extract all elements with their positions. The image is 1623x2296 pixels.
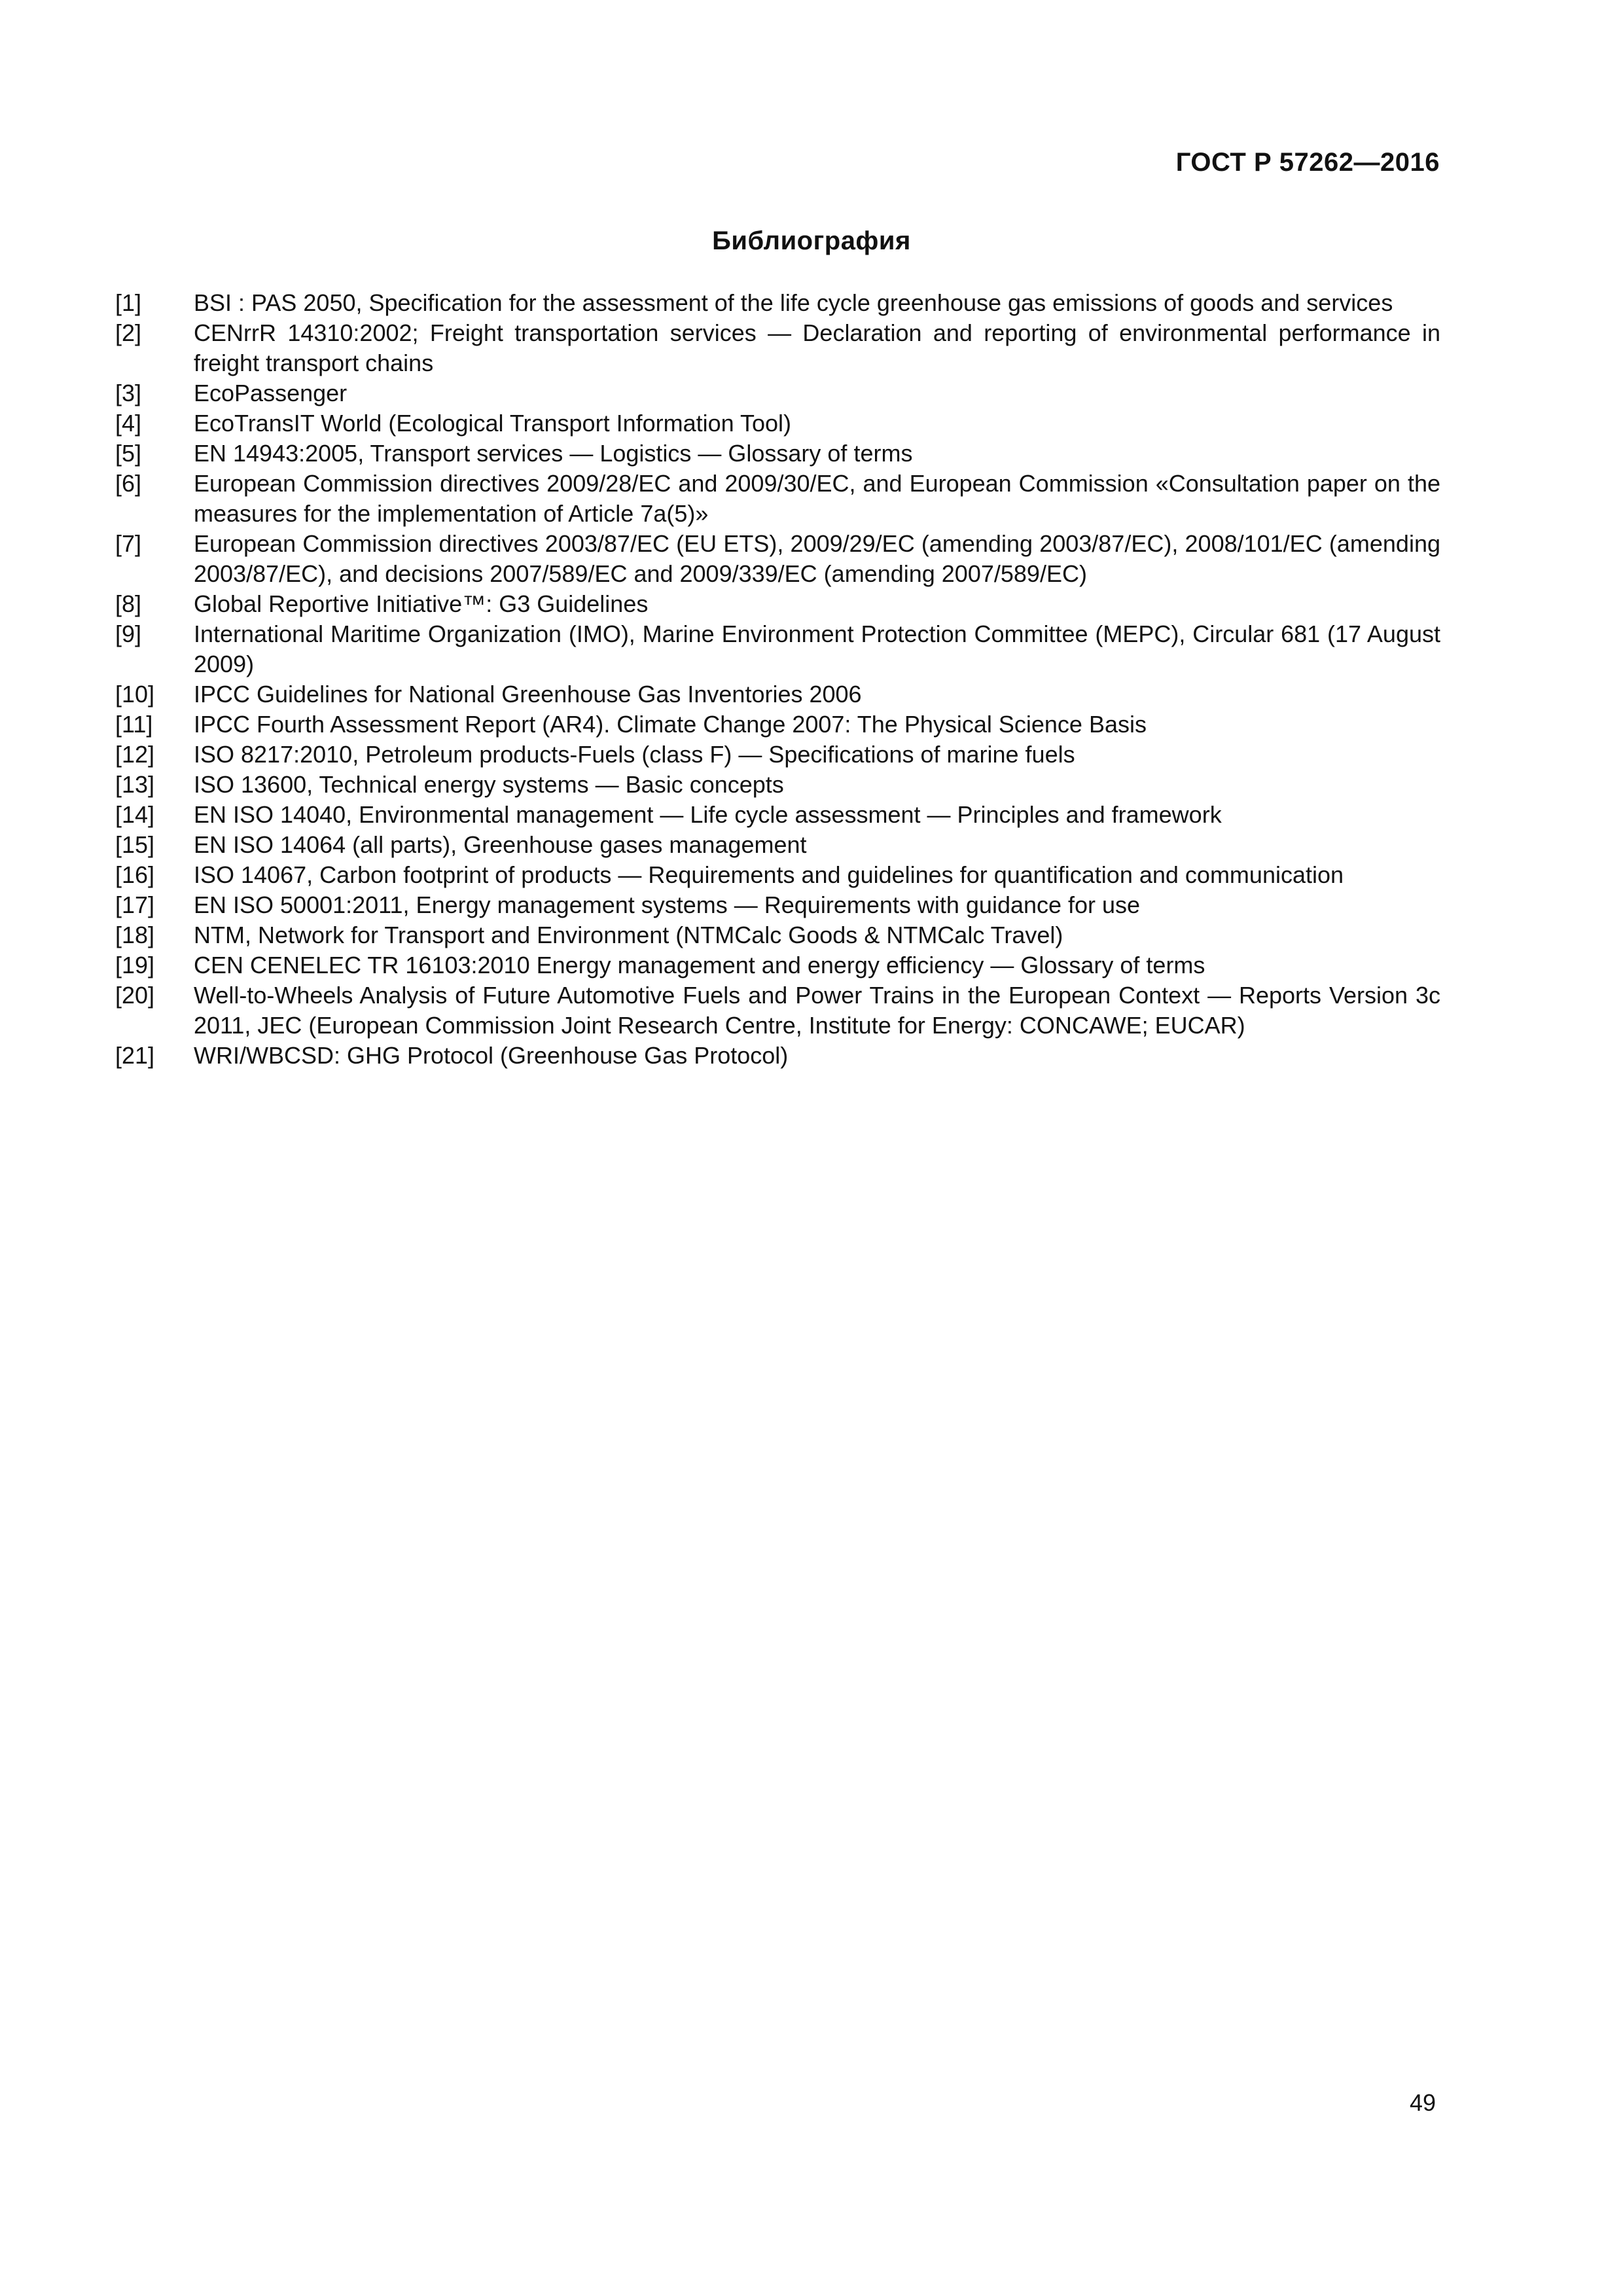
bibliography-entry-number: [7] — [115, 530, 142, 557]
bibliography-entry-number: [9] — [115, 620, 142, 647]
bibliography-entry-number: [5] — [115, 440, 142, 467]
bibliography-entry — [115, 740, 1440, 770]
bibliography-entry-text: NTM, Network for Transport and Environment (NTMCalc Goods & NTMCalc Travel) — [194, 922, 1063, 948]
bibliography-entry-text: ISO 8217:2010, Petroleum products-Fuels (class F) — Specifications of marine fuels — [194, 741, 1075, 768]
bibliography-entry-text: EN ISO 14040, Environmental management — Life cycle assessment — Principles and framework — [194, 801, 1222, 828]
bibliography-entry — [115, 709, 1440, 740]
bibliography-entry-text: WRI/WBCSD: GHG Protocol (Greenhouse Gas Protocol) — [194, 1042, 789, 1069]
bibliography-entry-text: EN ISO 14064 (all parts), Greenhouse gases management — [194, 831, 807, 858]
section-title: Библиография — [712, 226, 911, 255]
bibliography-entry — [115, 469, 1440, 529]
bibliography-entry — [115, 318, 1440, 378]
bibliography-entry-text: ISO 13600, Technical energy systems — Basic concepts — [194, 771, 784, 798]
bibliography-entry — [115, 679, 1440, 709]
bibliography-entry — [115, 589, 1440, 619]
document-code: ГОСТ Р 57262—2016 — [1175, 148, 1440, 177]
bibliography-entry — [115, 800, 1440, 830]
bibliography-entry — [115, 529, 1440, 589]
bibliography-entry-number: [21] — [115, 1042, 155, 1069]
bibliography-entry-number: [15] — [115, 831, 155, 858]
bibliography-entry — [115, 980, 1440, 1041]
bibliography-entry-number: [19] — [115, 952, 155, 978]
bibliography-entry-text: ISO 14067, Carbon footprint of products — Requirements and guidelines for quantification and communication — [194, 861, 1344, 888]
bibliography-entry-number: [8] — [115, 590, 142, 617]
bibliography-entry-number: [13] — [115, 771, 155, 798]
bibliography-entry — [115, 920, 1440, 950]
bibliography-entry — [115, 1041, 1440, 1071]
bibliography-entry-number: [11] — [115, 711, 153, 738]
bibliography-entry-number: [12] — [115, 741, 155, 768]
bibliography-entry — [115, 860, 1440, 890]
bibliography-entry-number: [3] — [115, 380, 142, 406]
bibliography-entry-text: EN 14943:2005, Transport services — Logistics — Glossary of terms — [194, 440, 913, 467]
bibliography-entry-text: Global Reportive Initiative™: G3 Guidelines — [194, 590, 649, 617]
bibliography-entry — [115, 770, 1440, 800]
bibliography-entry — [115, 439, 1440, 469]
bibliography-entry-number: [2] — [115, 319, 142, 346]
bibliography-entry-text: BSI : PAS 2050, Specification for the assessment of the life cycle greenhouse gas emissions of goods and services — [194, 289, 1393, 316]
bibliography-entry-text: EcoTransIT World (Ecological Transport Information Tool) — [194, 410, 792, 437]
bibliography-entry — [115, 408, 1440, 439]
bibliography-entry-text: IPCC Fourth Assessment Report (AR4). Climate Change 2007: The Physical Science Basis — [194, 711, 1147, 738]
bibliography-entry-text: Well-to-Wheels Analysis of Future Automotive Fuels and Power Trains in the European Context — Reports Version 3c 2011, JEC (European Commission Joint Research Centre, Institute for Energy: CONCAWE; EUCAR) — [194, 982, 1440, 1039]
bibliography-entry-text: International Maritime Organization (IMO), Marine Environment Protection Committee (MEPC), Circular 681 (17 August 2009) — [194, 620, 1440, 677]
bibliography-entry-number: [17] — [115, 891, 155, 918]
bibliography-entry-number: [4] — [115, 410, 142, 437]
bibliography-entry-number: [18] — [115, 922, 155, 948]
bibliography-entry — [115, 378, 1440, 408]
bibliography-entry-number: [6] — [115, 470, 142, 497]
bibliography-entry-text: EcoPassenger — [194, 380, 348, 406]
bibliography-entry-number: [20] — [115, 982, 155, 1009]
page-number: 49 — [1409, 2089, 1436, 2116]
bibliography-entry-text: IPCC Guidelines for National Greenhouse Gas Inventories 2006 — [194, 681, 862, 708]
bibliography-entry — [115, 830, 1440, 860]
bibliography-entry-text: European Commission directives 2003/87/EC (EU ETS), 2009/29/EC (amending 2003/87/EC), 2008/101/EC (amending 2003/87/EC), and decisions 2007/589/EC and 2009/339/EC (amending 2007/589/EC) — [194, 530, 1440, 587]
bibliography-entry — [115, 950, 1440, 980]
bibliography-entry-text: EN ISO 50001:2011, Energy management systems — Requirements with guidance for use — [194, 891, 1141, 918]
bibliography-entry-text: CENrrR 14310:2002; Freight transportation services — Declaration and reporting of environmental performance in freight transport chains — [194, 319, 1440, 376]
bibliography-entry — [115, 288, 1440, 318]
bibliography-entry-text: CEN CENELEC TR 16103:2010 Energy management and energy efficiency — Glossary of terms — [194, 952, 1205, 978]
bibliography-entry-number: [1] — [115, 289, 142, 316]
bibliography-entry — [115, 619, 1440, 679]
bibliography-entry-text: European Commission directives 2009/28/EC and 2009/30/EC, and European Commission «Consultation paper on the measures for the implementation of Article 7a(5)» — [194, 470, 1440, 527]
bibliography-entry-number: [14] — [115, 801, 155, 828]
bibliography-entry-number: [16] — [115, 861, 155, 888]
bibliography-entry-number: [10] — [115, 681, 155, 708]
bibliography-entry — [115, 890, 1440, 920]
bibliography-list — [115, 288, 1440, 1071]
